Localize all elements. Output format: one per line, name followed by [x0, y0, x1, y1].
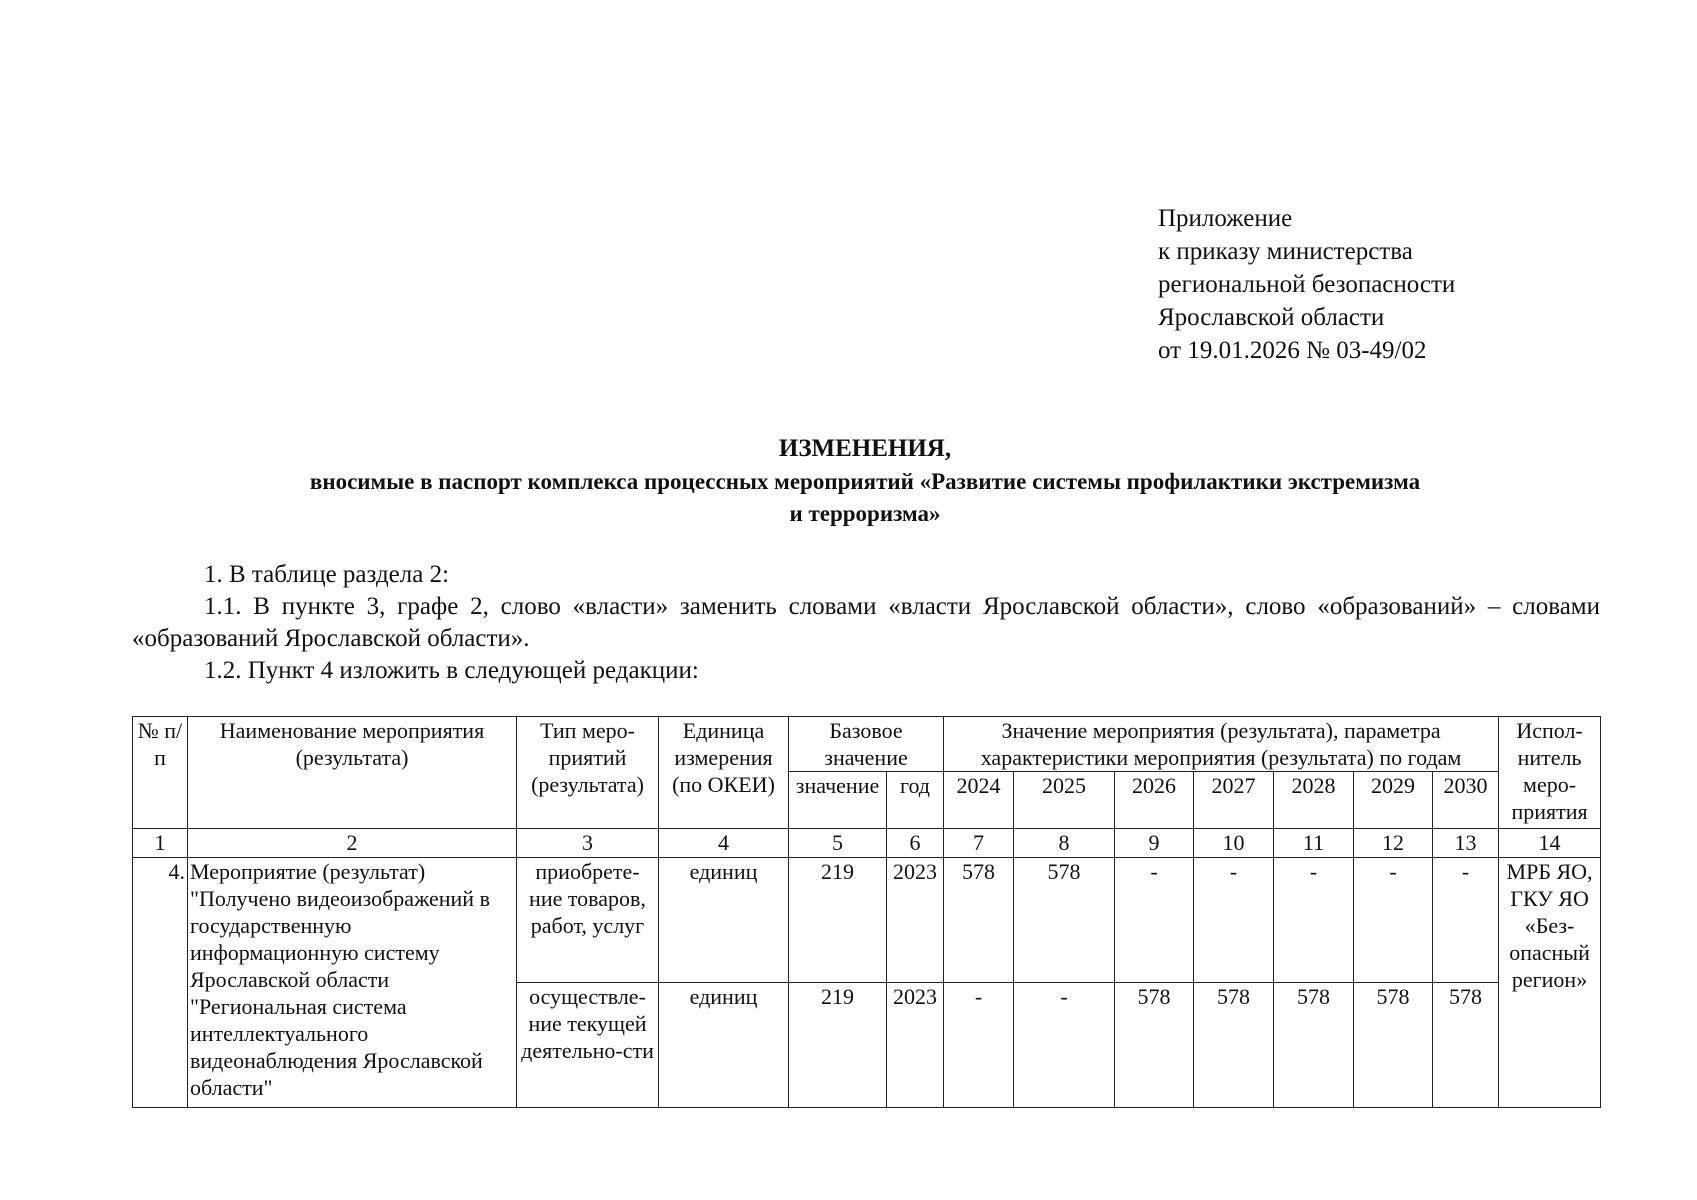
column-number: 7 [944, 829, 1014, 858]
row-type: приобрете-ние товаров, работ, услуг [517, 858, 659, 983]
paragraph-1-1: 1.1. В пункте 3, графе 2, слово «власти» заменить словами «власти Ярославской области», слово «образований» – словами «образований Ярославской области». [132, 593, 1600, 652]
column-number: 8 [1014, 829, 1115, 858]
addressee-line-4: Ярославской области [1158, 304, 1385, 331]
column-number: 11 [1274, 829, 1354, 858]
row-value-2030: 578 [1433, 983, 1499, 1108]
header-year-2030: 2030 [1433, 772, 1499, 829]
column-number: 10 [1194, 829, 1274, 858]
row-base-year: 2023 [887, 983, 944, 1108]
row-base-value: 219 [789, 983, 887, 1108]
header-year-2027: 2027 [1194, 772, 1274, 829]
title-subtitle-line-1: вносимые в паспорт комплекса процессных мероприятий «Развитие системы профилактики экстремизма [309, 469, 1421, 494]
header-unit: Единица измерения (по ОКЕИ) [659, 717, 789, 829]
row-value-2024: - [944, 983, 1014, 1108]
row-executor: МРБ ЯО, ГКУ ЯО «Без-опасный регион» [1499, 858, 1601, 1108]
column-number: 6 [887, 829, 944, 858]
header-year-2026: 2026 [1115, 772, 1194, 829]
header-name: Наименование мероприятия (результата) [188, 717, 517, 829]
row-value-2027: 578 [1194, 983, 1274, 1108]
title-main: ИЗМЕНЕНИЯ, [778, 435, 952, 462]
row-unit: единиц [659, 983, 789, 1108]
row-unit: единиц [659, 858, 789, 983]
paragraph-1: 1. В таблице раздела 2: [204, 561, 450, 588]
row-value-2024: 578 [944, 858, 1014, 983]
header-type: Тип меро-приятий (результата) [517, 717, 659, 829]
row-value-2030: - [1433, 858, 1499, 983]
header-executor: Испол-нитель меро-приятия [1499, 717, 1601, 829]
header-num: № п/п [133, 717, 188, 829]
changes-table [132, 716, 1601, 1108]
column-number: 14 [1499, 829, 1601, 858]
header-base-year: год [887, 772, 944, 829]
header-year-2024: 2024 [944, 772, 1014, 829]
row-value-2028: - [1274, 858, 1354, 983]
addressee-block [1158, 202, 1455, 367]
row-value-2029: 578 [1354, 983, 1433, 1108]
title-subtitle-line-2: и терроризма» [789, 501, 941, 526]
column-number: 2 [188, 829, 517, 858]
header-base: Базовое значение [789, 717, 944, 772]
row-num: 4. [133, 858, 188, 1108]
table-row [133, 858, 1601, 983]
row-base-value: 219 [789, 858, 887, 983]
header-base-value: значение [789, 772, 887, 829]
column-number: 1 [133, 829, 188, 858]
column-number: 5 [789, 829, 887, 858]
column-number: 13 [1433, 829, 1499, 858]
column-number: 9 [1115, 829, 1194, 858]
row-value-2025: 578 [1014, 858, 1115, 983]
row-type: осуществле-ние текущей деятельно-сти [517, 983, 659, 1108]
header-year-2025: 2025 [1014, 772, 1115, 829]
column-number: 12 [1354, 829, 1433, 858]
header-year-2029: 2029 [1354, 772, 1433, 829]
document-title [130, 432, 1600, 530]
addressee-line-3: региональной безопасности [1158, 271, 1456, 298]
paragraph-1-2: 1.2. Пункт 4 изложить в следующей редакции: [204, 657, 699, 684]
addressee-line-1: Приложение [1158, 205, 1293, 232]
column-number: 3 [517, 829, 659, 858]
row-base-year: 2023 [887, 858, 944, 983]
row-value-2027: - [1194, 858, 1274, 983]
row-value-2029: - [1354, 858, 1433, 983]
row-value-2026: 578 [1115, 983, 1194, 1108]
addressee-line-2: к приказу министерства [1158, 238, 1413, 265]
column-number-row [133, 829, 1601, 858]
body-text [132, 559, 1600, 687]
header-values-group: Значение мероприятия (результата), параметра характеристики мероприятия (результата) по годам [944, 717, 1499, 772]
row-value-2026: - [1115, 858, 1194, 983]
row-name: Мероприятие (результат) "Получено видеоизображений в государственную информационную систему Ярославской области "Региональная система интеллектуального видеонаблюдения Ярославской области" [188, 858, 517, 1108]
row-value-2025: - [1014, 983, 1115, 1108]
header-year-2028: 2028 [1274, 772, 1354, 829]
column-number: 4 [659, 829, 789, 858]
row-value-2028: 578 [1274, 983, 1354, 1108]
addressee-line-5: от 19.01.2026 № 03-49/02 [1158, 337, 1427, 364]
